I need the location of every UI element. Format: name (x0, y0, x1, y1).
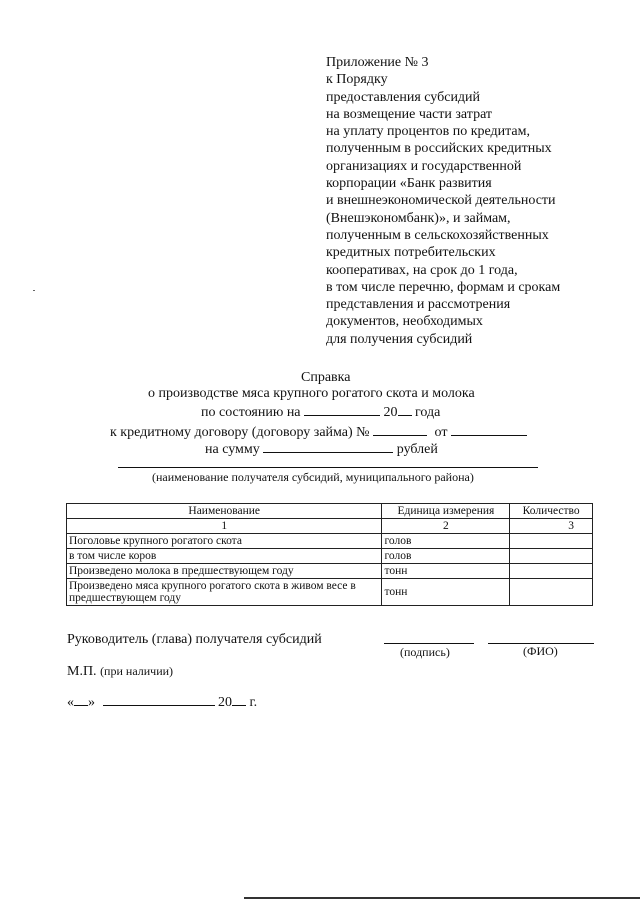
stamp-label: М.П. (67, 664, 97, 679)
date-close-quote: » (88, 695, 95, 710)
table-row (67, 534, 593, 549)
day-blank[interactable] (74, 692, 88, 706)
appendix-line: к Порядку (326, 72, 388, 88)
state-prefix: по состоянию на (201, 405, 301, 420)
signature-blank[interactable] (384, 643, 474, 644)
date-year-suffix: г. (249, 695, 258, 710)
row-quantity-cell[interactable] (510, 534, 593, 549)
state-year: 20 (383, 405, 398, 420)
stamp-note: (при наличии) (100, 664, 174, 678)
appendix-line: кредитных потребительских (326, 245, 496, 261)
row-name: в том числе коров (67, 549, 382, 564)
appendix-line: на уплату процентов по кредитам, (326, 124, 531, 140)
header-quantity: Количество (510, 504, 593, 519)
state-year-blank[interactable] (398, 402, 412, 416)
signature-caption: (подпись) (400, 645, 450, 659)
state-suffix: года (415, 405, 441, 420)
appendix-header (326, 54, 616, 348)
appendix-line: полученным в сельскохозяйственных (326, 227, 549, 243)
row-unit: голов (382, 534, 510, 549)
full-name-caption: (ФИО) (523, 644, 558, 658)
stamp-line (67, 664, 173, 680)
appendix-line: для получения субсидий (326, 331, 473, 347)
state-date-line (201, 402, 440, 422)
appendix-line: предоставления субсидий (326, 89, 481, 105)
sum-line (205, 439, 438, 459)
appendix-line: в том числе перечню, формам и срокам (326, 279, 561, 295)
table-row (67, 579, 593, 606)
appendix-line: корпорации «Банк развития (326, 176, 492, 192)
row-quantity-cell[interactable] (510, 579, 593, 606)
table-header-row (67, 504, 593, 519)
header-name: Наименование (67, 504, 382, 519)
contract-prefix: к кредитному договору (договору займа) № (110, 425, 370, 440)
row-quantity-cell[interactable] (510, 549, 593, 564)
recipient-caption: (наименование получателя субсидий, муниципального района) (152, 470, 474, 484)
appendix-line: полученным в российских кредитных (326, 141, 552, 157)
row-quantity-cell[interactable] (510, 564, 593, 579)
appendix-line: (Внешэкономбанк)», и займам, (326, 210, 511, 226)
appendix-line: документов, необходимых (326, 314, 483, 330)
table-number-row (67, 519, 593, 534)
row-unit: тонн (382, 579, 510, 606)
appendix-line: организациях и государственной (326, 158, 522, 174)
appendix-line: кооперативах, на срок до 1 года, (326, 262, 518, 278)
column-number: 2 (382, 519, 510, 534)
column-number: 1 (67, 519, 382, 534)
date-open-quote: « (67, 695, 74, 710)
sum-prefix: на сумму (205, 442, 260, 457)
document-subject: о производстве мяса крупного рогатого скота и молока (148, 386, 475, 401)
appendix-line: и внешнеэкономической деятельности (326, 193, 556, 209)
production-table (66, 503, 593, 606)
month-blank[interactable] (103, 692, 215, 706)
scan-bottom-edge (244, 897, 640, 899)
sum-blank[interactable] (263, 439, 393, 453)
row-unit: голов (382, 549, 510, 564)
appendix-line: Приложение № 3 (326, 55, 429, 70)
contract-date-blank[interactable] (451, 422, 527, 436)
sum-suffix: рублей (396, 442, 438, 457)
column-number: 3 (510, 519, 593, 534)
appendix-line: представления и рассмотрения (326, 297, 511, 313)
date-line (67, 692, 257, 711)
year-blank[interactable] (232, 692, 246, 706)
date-year-prefix: 20 (218, 695, 232, 710)
recipient-name-blank[interactable] (118, 467, 538, 468)
row-name: Поголовье крупного рогатого скота (67, 534, 382, 549)
table-row (67, 564, 593, 579)
state-date-blank[interactable] (304, 402, 380, 416)
signature-label: Руководитель (глава) получателя субсидий (67, 632, 322, 647)
header-unit: Единица измерения (382, 504, 510, 519)
scan-speck (33, 290, 35, 291)
table-row (67, 549, 593, 564)
contract-number-blank[interactable] (373, 422, 427, 436)
row-unit: тонн (382, 564, 510, 579)
appendix-line: на возмещение части затрат (326, 106, 493, 122)
contract-from: от (434, 425, 448, 440)
row-name: Произведено мяса крупного рогатого скота в живом весе в предшествующем году (67, 579, 382, 606)
document-heading: Справка (301, 370, 351, 385)
row-name: Произведено молока в предшествующем году (67, 564, 382, 579)
